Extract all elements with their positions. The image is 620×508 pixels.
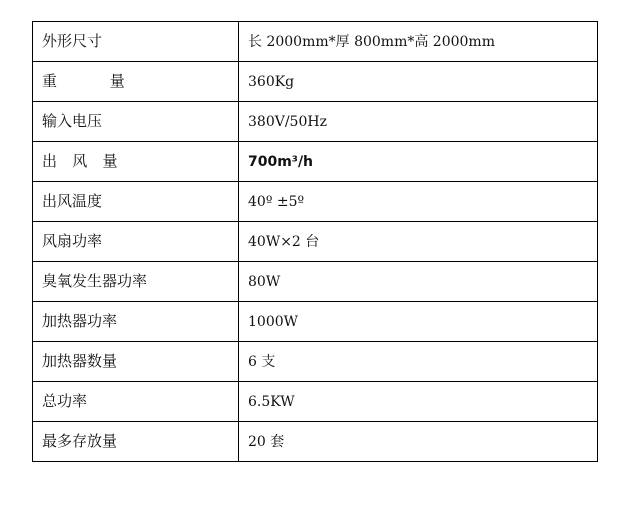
row-label: 重 量 xyxy=(33,62,239,102)
row-label: 外形尺寸 xyxy=(33,22,239,62)
table-row xyxy=(33,222,598,262)
table-row xyxy=(33,262,598,302)
table-row xyxy=(33,142,598,182)
row-label: 风扇功率 xyxy=(33,222,239,262)
table-row xyxy=(33,62,598,102)
row-value: 80W xyxy=(239,262,598,302)
table-row xyxy=(33,382,598,422)
row-value: 40W×2 台 xyxy=(239,222,598,262)
table-row xyxy=(33,302,598,342)
row-label: 出风温度 xyxy=(33,182,239,222)
row-label: 总功率 xyxy=(33,382,239,422)
row-value: 1000W xyxy=(239,302,598,342)
row-label: 输入电压 xyxy=(33,102,239,142)
row-value: 360Kg xyxy=(239,62,598,102)
row-value: 6.5KW xyxy=(239,382,598,422)
row-value: 6 支 xyxy=(239,342,598,382)
row-value: 380V/50Hz xyxy=(239,102,598,142)
row-value: 40º ±5º xyxy=(239,182,598,222)
table-row xyxy=(33,182,598,222)
table-row xyxy=(33,422,598,462)
row-value: 长 2000mm*厚 800mm*高 2000mm xyxy=(239,22,598,62)
table-row xyxy=(33,342,598,382)
row-label: 最多存放量 xyxy=(33,422,239,462)
table-row xyxy=(33,22,598,62)
spec-table xyxy=(32,21,598,462)
row-label: 出 风 量 xyxy=(33,142,239,182)
row-label: 加热器功率 xyxy=(33,302,239,342)
table-row xyxy=(33,102,598,142)
row-label: 加热器数量 xyxy=(33,342,239,382)
row-value: 700m³/h xyxy=(239,142,598,182)
row-label: 臭氧发生器功率 xyxy=(33,262,239,302)
row-value: 20 套 xyxy=(239,422,598,462)
